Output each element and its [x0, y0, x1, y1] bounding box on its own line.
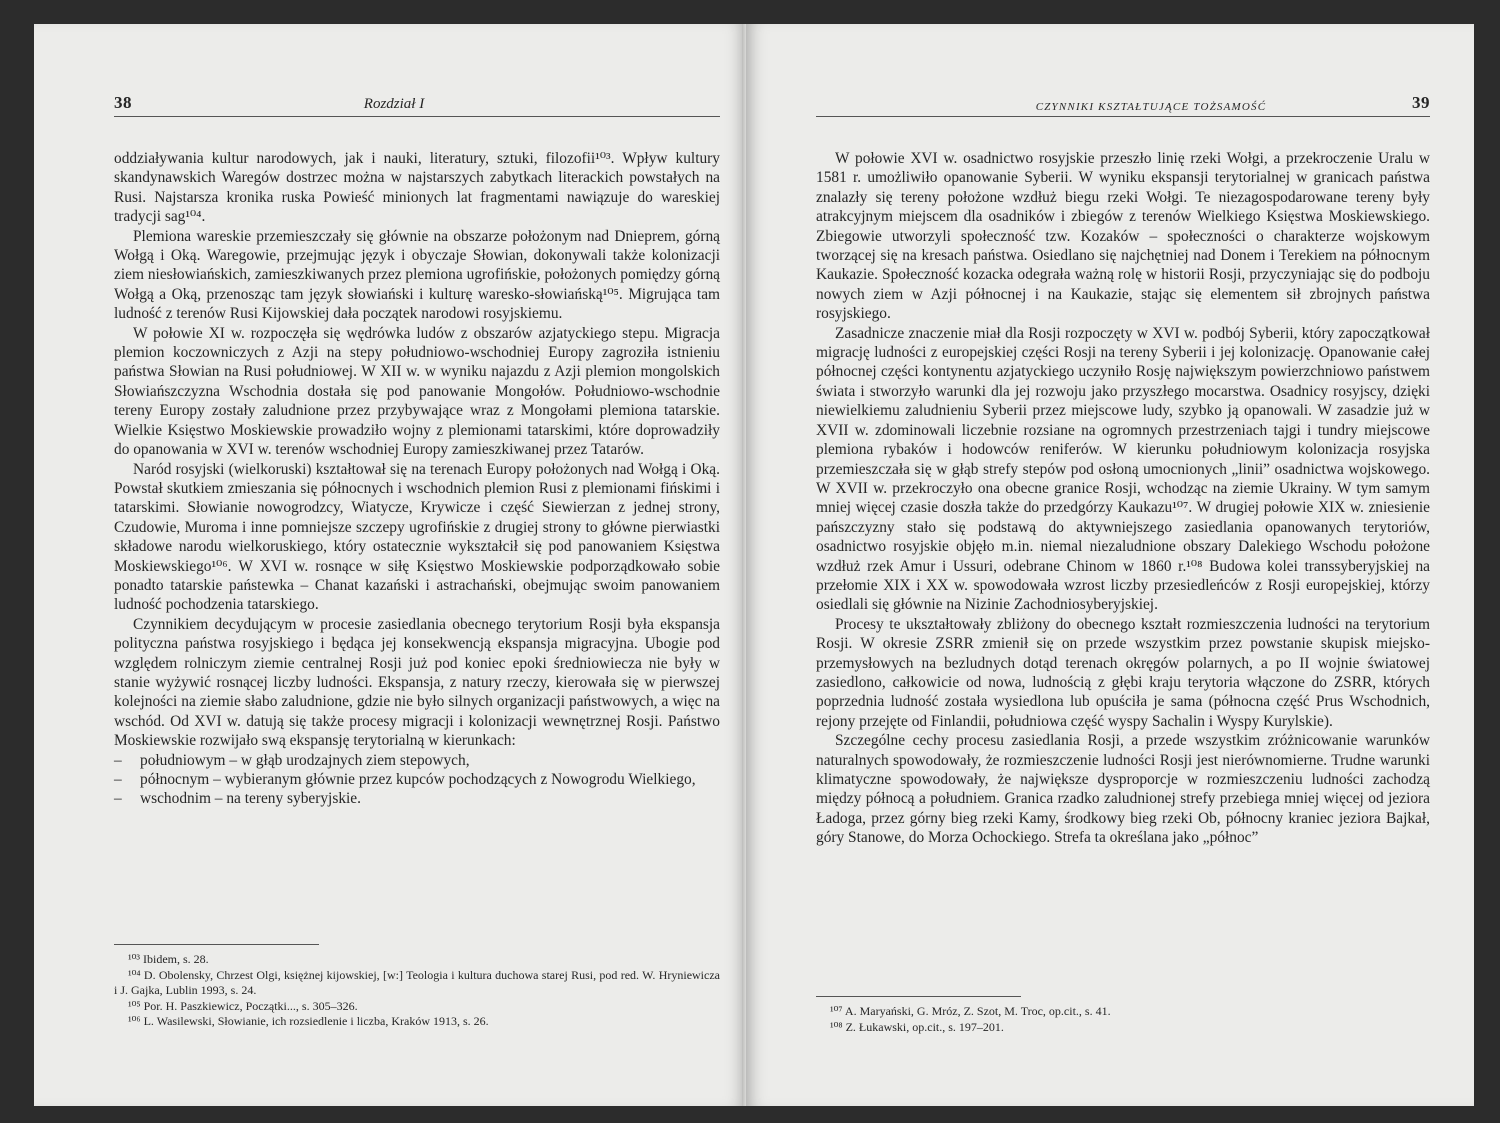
- paragraph: Czynnikiem decydującym w procesie zasiedlania obecnego terytorium Rosji była ekspansja polityczna państwa rosyjskiego i będąca jej konsekwencją ekspansja migracyjna. Ubogie pod względem rolniczym ziemie centralnej Rosji już pod koniec epoki średniowiecza nie były w stanie wyżywić rosnącej liczby ludności. Ekspansja, z natury rzeczy, kierowała się w pierwszej kolejności na ziemie słabo zaludnione, gdzie nie było silnych organizacji państwowych, a więc na wschód. Od XVI w. datują się także procesy migracji i kolonizacji wewnętrznej Rosji. Państwo Moskiewskie rozwijało swą ekspansję terytorialną w kierunkach:: [114, 615, 720, 750]
- left-footnotes: [114, 952, 720, 1030]
- left-page: [34, 24, 746, 1106]
- paragraph: Naród rosyjski (wielkoruski) kształtował się na terenach Europy położonych nad Wołgą i Oką. Powstał skutkiem zmieszania się północnych i wschodnich plemion Rusi z plemionami fińskimi i tatarskimi. Słowianie nowogrodzcy, Wiatycze, Krywicze i część Siewierzan z jednej strony, Czudowie, Muroma i inne pomniejsze szczepy ugrofińskie z drugiej strony to główne pierwiastki składowe narodu wielkoruskiego, który ostatecznie wykształcił się pod panowaniem Księstwa Moskiewskiego¹⁰⁶. W XVI w. rosnące w siłę Księstwo Moskiewskie podporządkowało sobie ponadto tatarskie państewka – Chanat kazański i astrachański, obejmując swoim panowaniem ludność pochodzenia tatarskiego.: [114, 460, 720, 614]
- footnote-rule: [114, 944, 319, 945]
- footnote: ¹⁰³ Ibidem, s. 28.: [128, 952, 209, 966]
- paragraph: oddziaływania kultur narodowych, jak i nauki, literatury, sztuki, filozofii¹⁰³. Wpływ kultury skandynawskich Waregów dostrzec można w najstarszych zabytkach literackich powstałych na Rusi. Najstarsza kronika ruska Powieść minionych lat fragmentami nawiązuje do wareskiej tradycji sag¹⁰⁴.: [114, 150, 720, 226]
- footnote: ¹⁰⁴ D. Obolensky, Chrzest Olgi, księżnej kijowskiej, [w:] Teologia i kultura duchowa starej Rusi, pod red. W. Hryniewicza i J. Gajka, Lublin 1993, s. 24.: [114, 967, 720, 997]
- footnote: ¹⁰⁶ L. Wasilewski, Słowianie, ich rozsiedlenie i liczba, Kraków 1913, s. 26.: [128, 1014, 489, 1028]
- paragraph: Plemiona wareskie przemieszczały się głównie na obszarze położonym nad Dnieprem, górną Wołgą i Oką. Waregowie, przejmując język i obyczaje Słowian, dokonywali także kolonizacji ziem niesłowiańskich, zamieszkiwanych przez plemiona ugrofińskie, położonych pomiędzy górną Wołgą a Oką, przenosząc tam język słowiański i kulturę waresko-słowiańską¹⁰⁵. Migrująca tam ludność z terenów Rusi Kijowskiej dała początek narodowi rosyjskiemu.: [114, 227, 720, 323]
- direction-list: [114, 751, 720, 809]
- page-number: 38: [114, 93, 132, 112]
- footnote-rule: [816, 996, 1021, 997]
- paragraph: W połowie XI w. rozpoczęła się wędrówka ludów z obszarów azjatyckiego stepu. Migracja plemion koczowniczych z Azji na stepy południowo-wschodniej Europy zagroziła istnieniu państwa Słowian na Rusi południowej. W XII w. w wyniku najazdu z Azji plemion mongolskich Słowiańszczyzna Wschodnia dostała się pod panowanie Mongołów. Południowo-wschodnie tereny Europy zostały zaludnione przez przybywające wraz z Mongołami plemiona tatarskie. Wielkie Księstwo Moskiewskie prowadziło wojny z plemionami tatarskimi, które doprowadziły do opanowania w XVI w. terenów wschodniej Europy zamieszkiwanej przez Tatarów.: [114, 324, 720, 459]
- paragraph: W połowie XVI w. osadnictwo rosyjskie przeszło linię rzeki Wołgi, a przekroczenie Uralu w 1581 r. umożliwiło opanowanie Syberii. W wyniku ekspansji terytorialnej w granicach państwa znalazły się tereny położone wzdłuż biegu rzeki Wołgi. Te niezagospodarowane tereny były atrakcyjnym miejscem dla osadników i zbiegów z terenów Wielkiego Księstwa Moskiewskiego. Zbiegowie utworzyli społeczność tzw. Kozaków – społeczności o charakterze wojskowym tworzącej się na kresach państwa. Osiedlano się najchętniej nad Donem i Terekiem na północnym Kaukazie. Społeczność kozacka odegrała ważną rolę w historii Rosji, przyczyniając się do podboju nowych ziem w Azji północnej i na Kaukazie, stając się elementem sił zbrojnych państwa rosyjskiego.: [816, 150, 1430, 323]
- page-number: 39: [1412, 93, 1430, 112]
- paragraph: Zasadnicze znaczenie miał dla Rosji rozpoczęty w XVI w. podbój Syberii, który zapoczątkował migrację ludności z europejskiej części Rosji na tereny Syberii i jej kolonizację. Opanowanie całej północnej części kontynentu azjatyckiego uczyniło Rosję największym powierzchniowo państwem świata i stworzyło warunki dla jej rozwoju jako przyszłego mocarstwa. Osadnicy rosyjscy, dzięki niewielkiemu zaludnieniu Syberii przez miejscowe ludy, szybko ją opanowali. W zasadzie już w XVII w. zdominowali liczebnie rozsiane na ogromnych przestrzeniach tajgi i tundry miejscowe plemiona rybaków i hodowców reniferów. W kierunku południowym kolonizacja rosyjska przemieszczała się w głąb strefy stepów pod osłoną umocnionych „linii” osadnictwa wojskowego. W XVII w. przekroczyło ona obecne granice Rosji, wchodząc na ziemie Ukrainy. W tym samym mniej więcej czasie doszła także do przedgórzy Kaukazu¹⁰⁷. W drugiej połowie XIX w. zniesienie pańszczyzny stało się podstawą do aktywniejszego zasiedlania opanowanych terytoriów, osadnictwo rosyjskie objęło m.in. niemal niezaludnione obszary Dalekiego Wschodu położone wzdłuż rzek Amur i Ussuri, odebrane Chinom w 1860 r.¹⁰⁸ Budowa kolei transsyberyjskiej na przełomie XIX i XX w. spowodowała wzrost liczby przesiedleńców z Rosji europejskiej, którzy osiedlali się głównie na Nizinie Zachodniosyberyjskiej.: [816, 324, 1430, 614]
- paragraph: Procesy te ukształtowały zbliżony do obecnego kształt rozmieszczenia ludności na terytorium Rosji. W okresie ZSRR zmienił się on przede wszystkim przez powstanie skupisk miejsko-przemysłowych na bezludnych dotąd terenach okręgów polarnych, a po II wojnie światowej zasiedlono, całkowicie od nowa, ludnością z głębi kraju terytoria włączone do ZSRR, których poprzednia ludność została wysiedlona lub opuściła je sama (północna część Prus Wschodnich, rejony przejęte od Finlandii, południowa część wyspy Sachalin i Wyspy Kurylskie).: [816, 615, 1430, 730]
- footnote: ¹⁰⁷ A. Maryański, G. Mróz, Z. Szot, M. Troc, op.cit., s. 41.: [830, 1004, 1111, 1018]
- running-head: Rozdział I: [363, 96, 425, 112]
- right-page: [746, 24, 1474, 1106]
- right-footnotes: [816, 1004, 1430, 1035]
- right-body-text: [816, 149, 1430, 848]
- paragraph: Szczególne cechy procesu zasiedlania Rosji, a przede wszystkim zróżnicowanie warunków naturalnych spowodowały, że rozmieszczenie ludności Rosji jest nierównomierne. Trudne warunki klimatyczne spowodowały, że największe dysproporcje w rozmieszczeniu ludności zachodzą między północą a południem. Granica rzadko zaludnionej strefy przebiega mniej więcej od jeziora Ładoga, przez górny bieg rzeki Kamy, środkowy bieg rzeki Ob, północny kraniec jeziora Bajkał, góry Stanowe, do Morza Ochockiego. Strefa ta określana jako „północ”: [816, 732, 1430, 847]
- footnote: ¹⁰⁸ Z. Łukawski, op.cit., s. 197–201.: [830, 1019, 1004, 1034]
- left-page-header: [114, 94, 720, 117]
- running-head: CZYNNIKI KSZTAŁTUJĄCE TOŻSAMOŚĆ: [1035, 101, 1267, 113]
- list-item: – południowym – w głąb urodzajnych ziem stepowych,: [114, 751, 720, 770]
- list-item: – północnym – wybieranym głównie przez kupców pochodzących z Nowogrodu Wielkiego,: [114, 770, 720, 789]
- footnote: ¹⁰⁵ Por. H. Paszkiewicz, Początki..., s. 305–326.: [128, 998, 358, 1013]
- right-page-header: [816, 94, 1430, 117]
- left-body-text: [114, 149, 720, 809]
- list-item: – wschodnim – na tereny syberyjskie.: [114, 789, 720, 808]
